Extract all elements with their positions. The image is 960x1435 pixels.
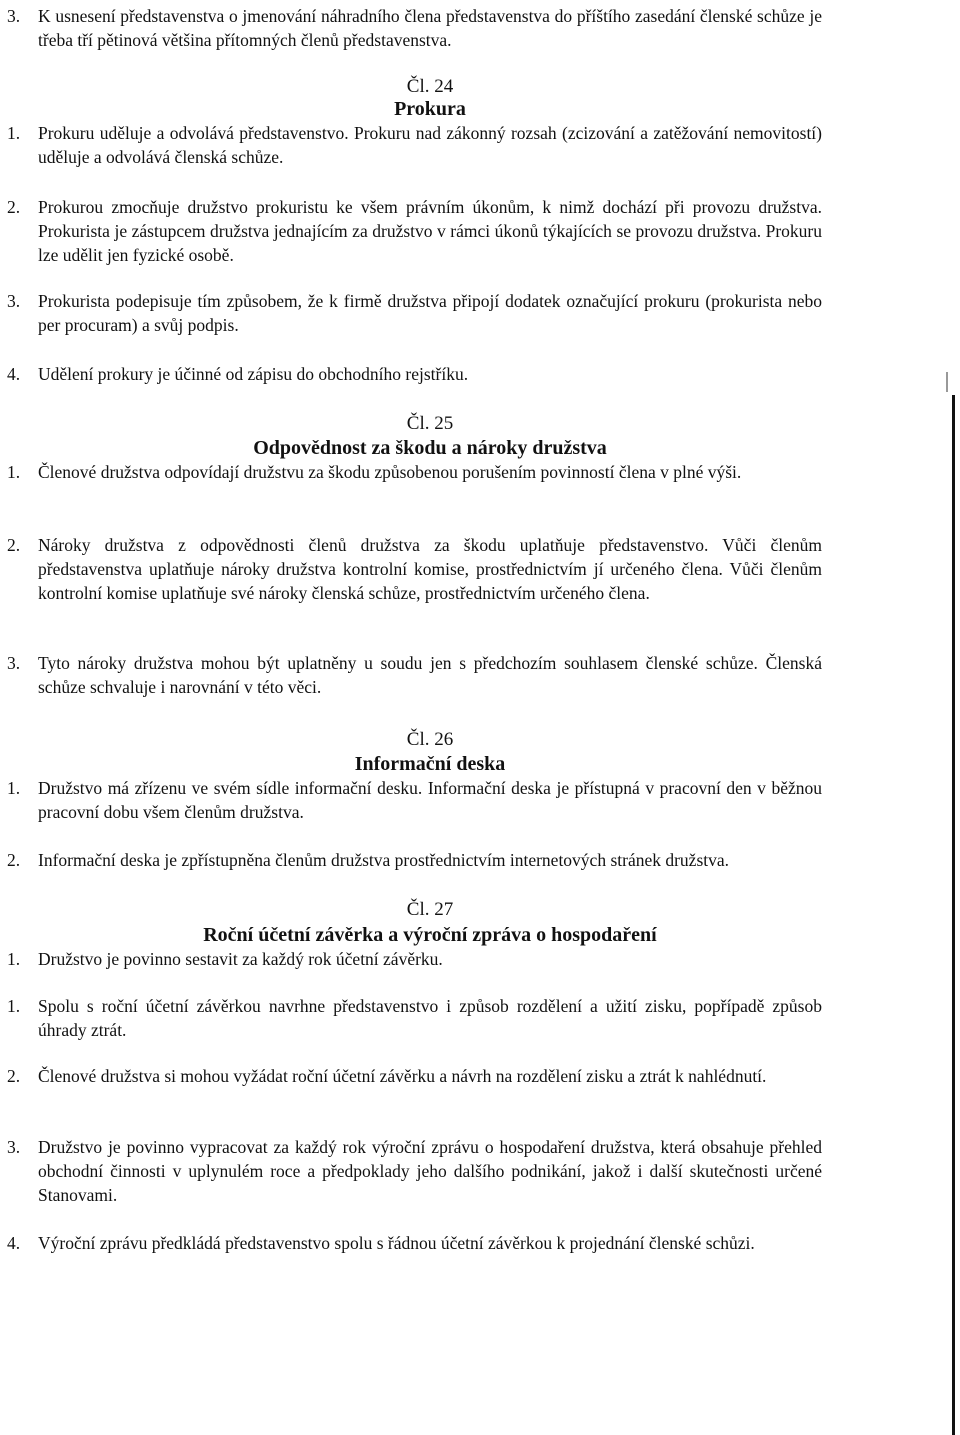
paragraph-number: 1. (7, 123, 21, 143)
scan-edge-mark (946, 372, 948, 392)
article-heading: Čl. 26 (406, 729, 454, 750)
paragraph (7, 947, 822, 971)
article-title: Odpovědnost za škodu a nároky družstva (253, 437, 607, 459)
paragraph (7, 1231, 822, 1255)
paragraph-number: 1. (7, 996, 21, 1016)
paragraph (7, 289, 822, 337)
paragraph-text: Členové družstva si mohou vyžádat roční účetní závěrku a návrh na rozdělení zisku a ztrát k nahlédnutí. (38, 1066, 767, 1086)
paragraph-text: Družstvo má zřízenu ve svém sídle informační desku. Informační deska je přístupná v pracovní den v běžnou pracovní dobu všem členům družstva. (38, 778, 822, 822)
paragraph-number: 3. (7, 1137, 21, 1157)
paragraph-number: 3. (7, 653, 21, 673)
paragraph (7, 121, 822, 169)
paragraph-number: 2. (7, 850, 21, 870)
paragraph-number: 4. (7, 364, 21, 384)
article-heading: Čl. 25 (406, 413, 454, 434)
paragraph (7, 994, 822, 1042)
paragraph (7, 1135, 822, 1207)
article-title: Prokura (394, 98, 466, 120)
paragraph-number: 4. (7, 1233, 21, 1253)
paragraph-text: Prokuru uděluje a odvolává představenstvo. Prokuru nad zákonný rozsah (zcizování a zatěžování nemovitostí) uděluje a odvolává členská schůze. (38, 123, 822, 167)
paragraph (7, 4, 822, 52)
paragraph (7, 1064, 822, 1088)
paragraph-number: 3. (7, 291, 21, 311)
paragraph-number: 1. (7, 949, 21, 969)
paragraph (7, 195, 822, 267)
paragraph-number: 2. (7, 197, 21, 217)
article-heading: Čl. 24 (406, 76, 454, 97)
article-title: Informační deska (354, 753, 506, 775)
article-title: Roční účetní závěrka a výroční zpráva o hospodaření (203, 924, 657, 946)
scan-edge-line (952, 395, 955, 1435)
paragraph-text: Informační deska je zpřístupněna členům družstva prostřednictvím internetových stránek družstva. (38, 850, 730, 870)
paragraph-text: Tyto nároky družstva mohou být uplatněny u soudu jen s předchozím souhlasem členské schůze. Členská schůze schvaluje i narovnání v této věci. (38, 653, 822, 697)
paragraph-text: Prokurou zmocňuje družstvo prokuristu ke všem právním úkonům, k nimž dochází při provozu družstva. Prokurista je zástupcem družstva jednajícím za družstvo v rámci úkonů týkajících se provozu družstva. Prokuru lze udělit jen fyzické osobě. (38, 197, 822, 265)
paragraph-text: Družstvo je povinno vypracovat za každý rok výroční zprávu o hospodaření družstva, která obsahuje přehled obchodní činnosti v uplynulém roce a předpoklady jeho dalšího podnikání, jakož i další skutečnosti určené Stanovami. (38, 1137, 822, 1205)
paragraph-text: Výroční zprávu předkládá představenstvo spolu s řádnou účetní závěrkou k projednání členské schůzi. (38, 1233, 755, 1253)
paragraph-number: 1. (7, 462, 21, 482)
paragraph-text: Spolu s roční účetní závěrkou navrhne představenstvo i způsob rozdělení a užití zisku, popřípadě způsob úhrady ztrát. (38, 996, 822, 1040)
paragraph-number: 3. (7, 6, 21, 26)
paragraph (7, 776, 822, 824)
paragraph-number: 1. (7, 778, 21, 798)
paragraph (7, 848, 822, 872)
paragraph-number: 2. (7, 535, 21, 555)
paragraph-text: Nároky družstva z odpovědnosti členů družstva za škodu uplatňuje představenstvo. Vůči členům představenstva uplatňuje nároky družstva kontrolní komise, prostřednictvím jí určeného člena. Vůči členům kontrolní komise uplatňuje své nároky členská schůze, prostřednictvím určeného člena. (38, 535, 822, 603)
paragraph-number: 2. (7, 1066, 21, 1086)
paragraph (7, 533, 822, 605)
paragraph (7, 651, 822, 699)
paragraph (7, 362, 822, 386)
article-heading: Čl. 27 (406, 899, 454, 920)
paragraph-text: Prokurista podepisuje tím způsobem, že k firmě družstva připojí dodatek označující prokuru (prokurista nebo per procuram) a svůj podpis. (38, 291, 822, 335)
paragraph-text: Členové družstva odpovídají družstvu za škodu způsobenou porušením povinností člena v plné výši. (38, 462, 742, 482)
paragraph-text: K usnesení představenstva o jmenování náhradního člena představenstva do příštího zasedání členské schůze je třeba tří pětinová většina přítomných členů představenstva. (38, 6, 822, 50)
paragraph (7, 460, 822, 484)
paragraph-text: Družstvo je povinno sestavit za každý rok účetní závěrku. (38, 949, 443, 969)
paragraph-text: Udělení prokury je účinné od zápisu do obchodního rejstříku. (38, 364, 469, 384)
